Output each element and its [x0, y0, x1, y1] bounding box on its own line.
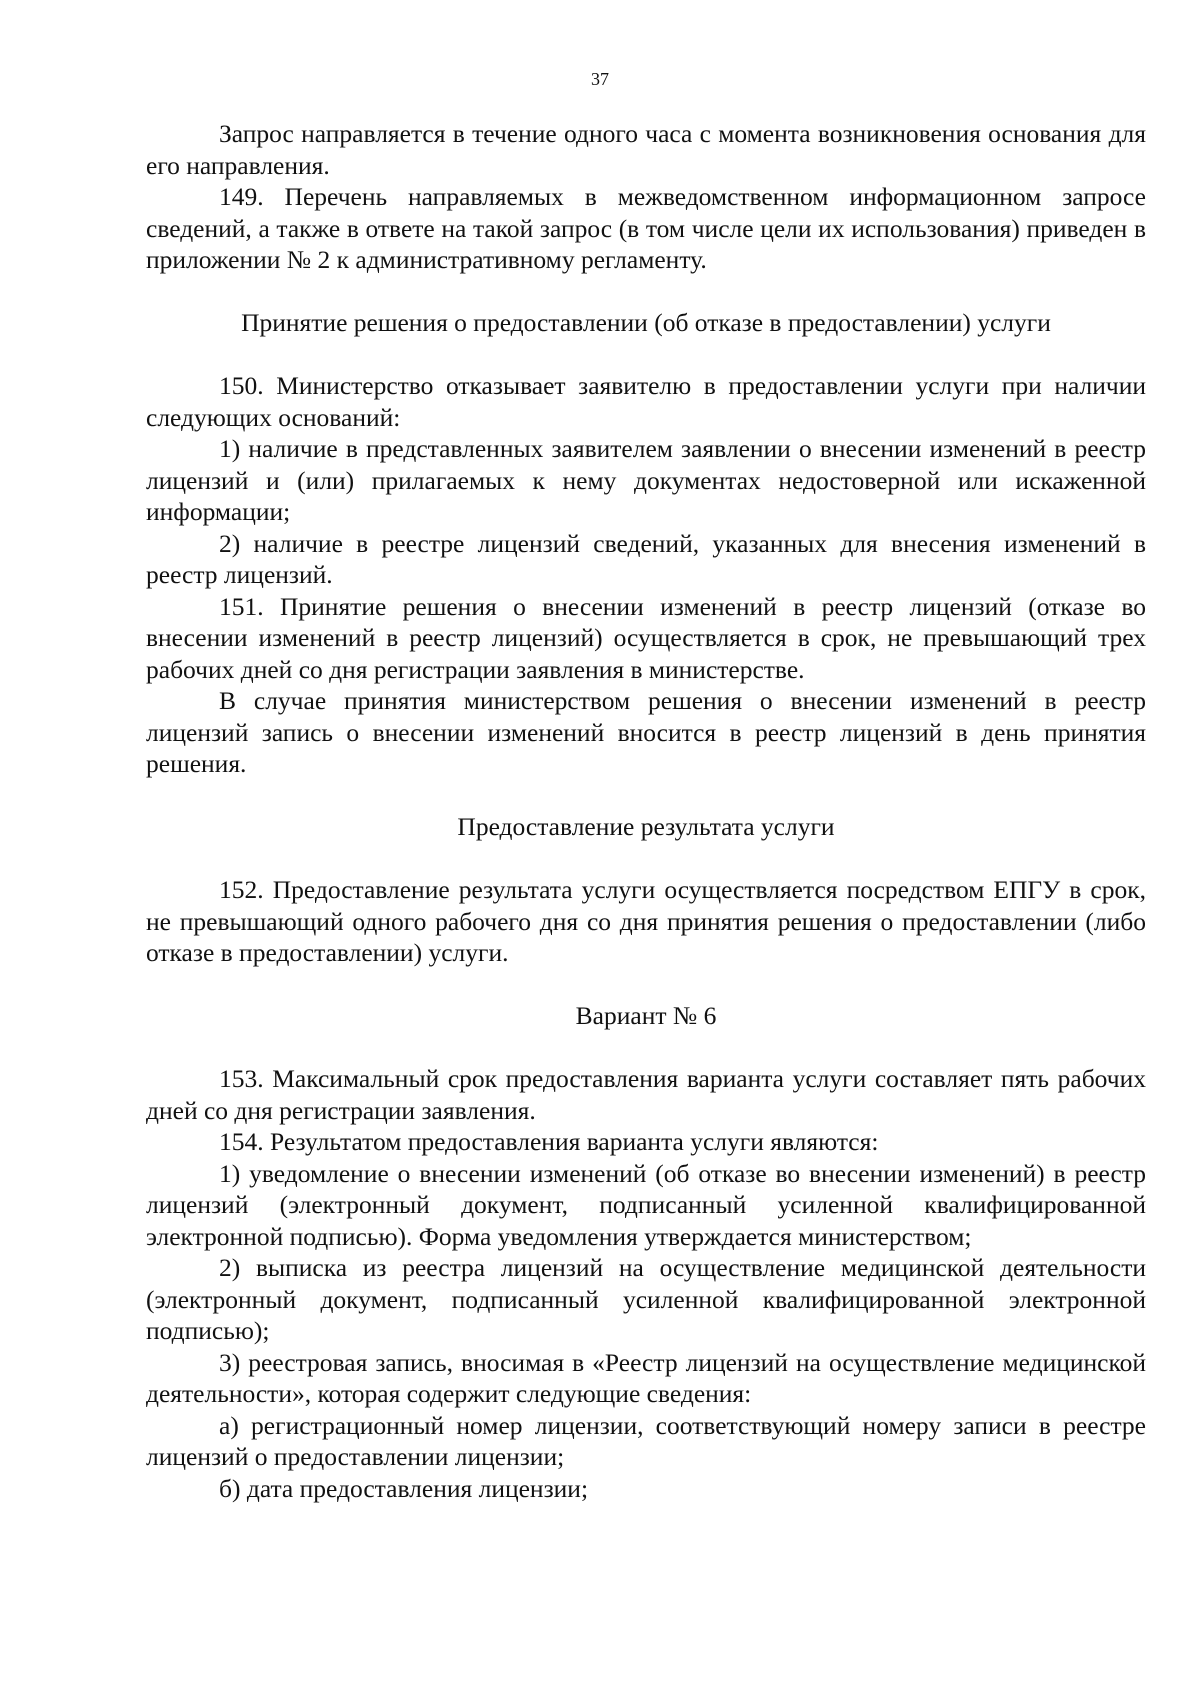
spacer [146, 1032, 1146, 1064]
paragraph-150: 150. Министерство отказывает заявителю в предоставлении услуги при наличии следующих оснований: [146, 371, 1146, 432]
paragraph-151-case: В случае принятия министерством решения о внесении изменений в реестр лицензий запись о внесении изменений вносится в реестр лицензий в день принятия решения. [146, 686, 1146, 778]
paragraph-151: 151. Принятие решения о внесении изменений в реестр лицензий (отказе во внесении изменений в реестр лицензий) осуществляется в срок, не превышающий трех рабочих дней со дня регистрации заявления в министерстве. [146, 591, 1146, 684]
spacer [146, 276, 1146, 308]
document-body [146, 118, 1146, 1504]
spacer [146, 339, 1146, 371]
paragraph-request-timing: Запрос направляется в течение одного часа с момента возникновения основания для его направления. [146, 119, 1146, 180]
paragraph-150-item-2: 2) наличие в реестре лицензий сведений, указанных для внесения изменений в реестр лицензий. [146, 528, 1146, 589]
section-heading-result: Предоставление результата услуги [457, 812, 835, 841]
spacer [146, 969, 1146, 1001]
paragraph-154-item-3a: а) регистрационный номер лицензии, соответствующий номеру записи в реестре лицензий о предоставлении лицензии; [146, 1410, 1146, 1471]
paragraph-154-item-2: 2) выписка из реестра лицензий на осуществление медицинской деятельности (электронный документ, подписанный усиленной квалифицированной электронной подписью); [146, 1253, 1146, 1345]
spacer [146, 843, 1146, 875]
paragraph-152: 152. Предоставление результата услуги осуществляется посредством ЕПГУ в срок, не превышающий одного рабочего дня со дня принятия решения о предоставлении (либо отказе в предоставлении) услуги. [146, 875, 1146, 967]
paragraph-154-item-3: 3) реестровая запись, вносимая в «Реестр лицензий на осуществление медицинской деятельности», которая содержит следующие сведения: [146, 1347, 1146, 1408]
section-heading-decision: Принятие решения о предоставлении (об отказе в предоставлении) услуги [241, 308, 1051, 337]
paragraph-153: 153. Максимальный срок предоставления варианта услуги составляет пять рабочих дней со дня регистрации заявления. [146, 1064, 1146, 1125]
section-heading-variant-6: Вариант № 6 [575, 1001, 717, 1030]
paragraph-154: 154. Результатом предоставления варианта услуги являются: [219, 1127, 879, 1156]
paragraph-150-item-1: 1) наличие в представленных заявителем заявлении о внесении изменений в реестр лицензий и (или) прилагаемых к нему документах недостоверной или искаженной информации; [146, 434, 1146, 526]
page-number: 37 [591, 69, 609, 89]
paragraph-154-item-1: 1) уведомление о внесении изменений (об отказе во внесении изменений) в реестр лицензий (электронный документ, подписанный усиленной квалифицированной электронной подписью). Форма уведомления утверждается министерством; [146, 1158, 1146, 1251]
spacer [146, 780, 1146, 812]
paragraph-154-item-3b: б) дата предоставления лицензии; [219, 1473, 589, 1503]
paragraph-149: 149. Перечень направляемых в межведомственном информационном запросе сведений, а также в ответе на такой запрос (в том числе цели их использования) приведен в приложении № 2 к административному регламенту. [146, 182, 1146, 274]
